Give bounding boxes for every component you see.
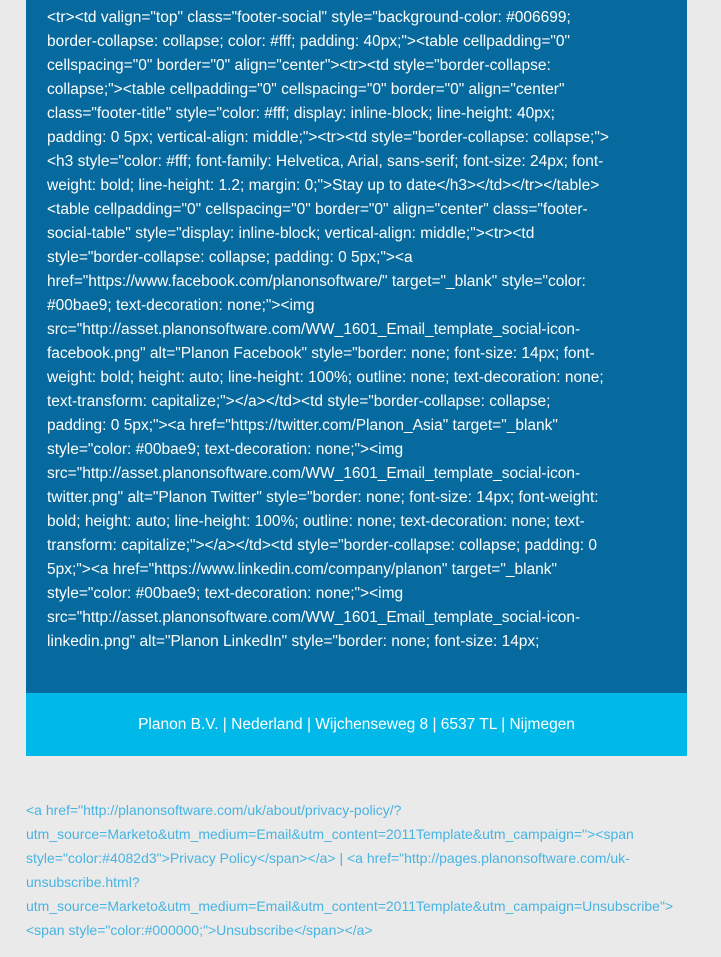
code-line: twitter.png" alt="Planon Twitter" style="border: none; font-size: 14px; font-weight:: [47, 489, 599, 506]
code-line: src="http://asset.planonsoftware.com/WW_1601_Email_template_social-icon-: [47, 465, 581, 482]
footer-code-line: <a href="http://planonsoftware.com/uk/about/privacy-policy/?: [26, 802, 402, 818]
code-line: <tr><td valign="top" class="footer-social" style="background-color: #006699;: [47, 9, 571, 26]
code-line: padding: 0 5px; vertical-align: middle;"><tr><td style="border-collapse: collapse;">: [47, 129, 609, 146]
footer-code-line: <span style="color:#000000;">Unsubscribe</span></a>: [26, 922, 373, 938]
code-line: social-table" style="display: inline-block; vertical-align: middle;"><tr><td: [47, 225, 535, 242]
code-line: border-collapse: collapse; color: #fff; padding: 40px;"><table cellpadding="0": [47, 33, 571, 50]
footer-code-line: unsubscribe.html?: [26, 874, 140, 890]
code-line: transform: capitalize;"></a></td><td style="border-collapse: collapse; padding: 0: [47, 537, 597, 554]
footer-code-line: utm_source=Marketo&utm_medium=Email&utm_content=2011Template&utm_campaign="><span: [26, 826, 634, 842]
code-line: cellspacing="0" border="0" align="center"><tr><td style="border-collapse:: [47, 57, 551, 74]
code-line: 5px;"><a href="https://www.linkedin.com/company/planon" target="_blank": [47, 561, 558, 578]
code-line: class="footer-title" style="color: #fff; display: inline-block; line-height: 40px;: [47, 105, 555, 122]
code-line: style="color: #00bae9; text-decoration: none;"><img: [47, 585, 404, 602]
footer-code-line: style="color:#4082d3">Privacy Policy</span></a> | <a href="http://pages.planonsoftware.com/uk-: [26, 850, 630, 866]
code-line: facebook.png" alt="Planon Facebook" style="border: none; font-size: 14px; font-: [47, 345, 595, 362]
footer-links-source-code: [26, 798, 721, 942]
code-line: bold; height: auto; line-height: 100%; outline: none; text-decoration: none; text-: [47, 513, 585, 530]
footer-code-line: utm_source=Marketo&utm_medium=Email&utm_content=2011Template&utm_campaign=Unsubscribe">: [26, 898, 674, 914]
code-line: style="color: #00bae9; text-decoration: none;"><img: [47, 441, 404, 458]
email-source-code-text: [47, 6, 673, 654]
code-line: weight: bold; line-height: 1.2; margin: 0;">Stay up to date</h3></td></tr></table>: [47, 177, 600, 194]
code-line: href="https://www.facebook.com/planonsoftware/" target="_blank" style="color:: [47, 273, 586, 290]
code-line: text-transform: capitalize;"></a></td><td style="border-collapse: collapse;: [47, 393, 551, 410]
code-line: padding: 0 5px;"><a href="https://twitter.com/Planon_Asia" target="_blank": [47, 417, 558, 434]
email-content-column: [26, 0, 687, 942]
code-line: #00bae9; text-decoration: none;"><img: [47, 297, 315, 314]
code-line: linkedin.png" alt="Planon LinkedIn" style="border: none; font-size: 14px;: [47, 633, 540, 650]
code-line: src="http://asset.planonsoftware.com/WW_1601_Email_template_social-icon-: [47, 321, 581, 338]
code-line: <h3 style="color: #fff; font-family: Helvetica, Arial, sans-serif; font-size: 24px; font-: [47, 153, 604, 170]
code-line: weight: bold; height: auto; line-height: 100%; outline: none; text-decoration: none;: [47, 369, 604, 386]
code-line: collapse;"><table cellpadding="0" cellspacing="0" border="0" align="center": [47, 81, 565, 98]
code-line: <table cellpadding="0" cellspacing="0" border="0" align="center" class="footer-: [47, 201, 588, 218]
company-address-text: Planon B.V. | Nederland | Wijchenseweg 8 | 6537 TL | Nijmegen: [138, 716, 575, 733]
company-address-bar: [26, 693, 687, 756]
email-source-code-panel: [26, 0, 687, 693]
code-line: src="http://asset.planonsoftware.com/WW_1601_Email_template_social-icon-: [47, 609, 581, 626]
code-line: style="border-collapse: collapse; padding: 0 5px;"><a: [47, 249, 413, 266]
